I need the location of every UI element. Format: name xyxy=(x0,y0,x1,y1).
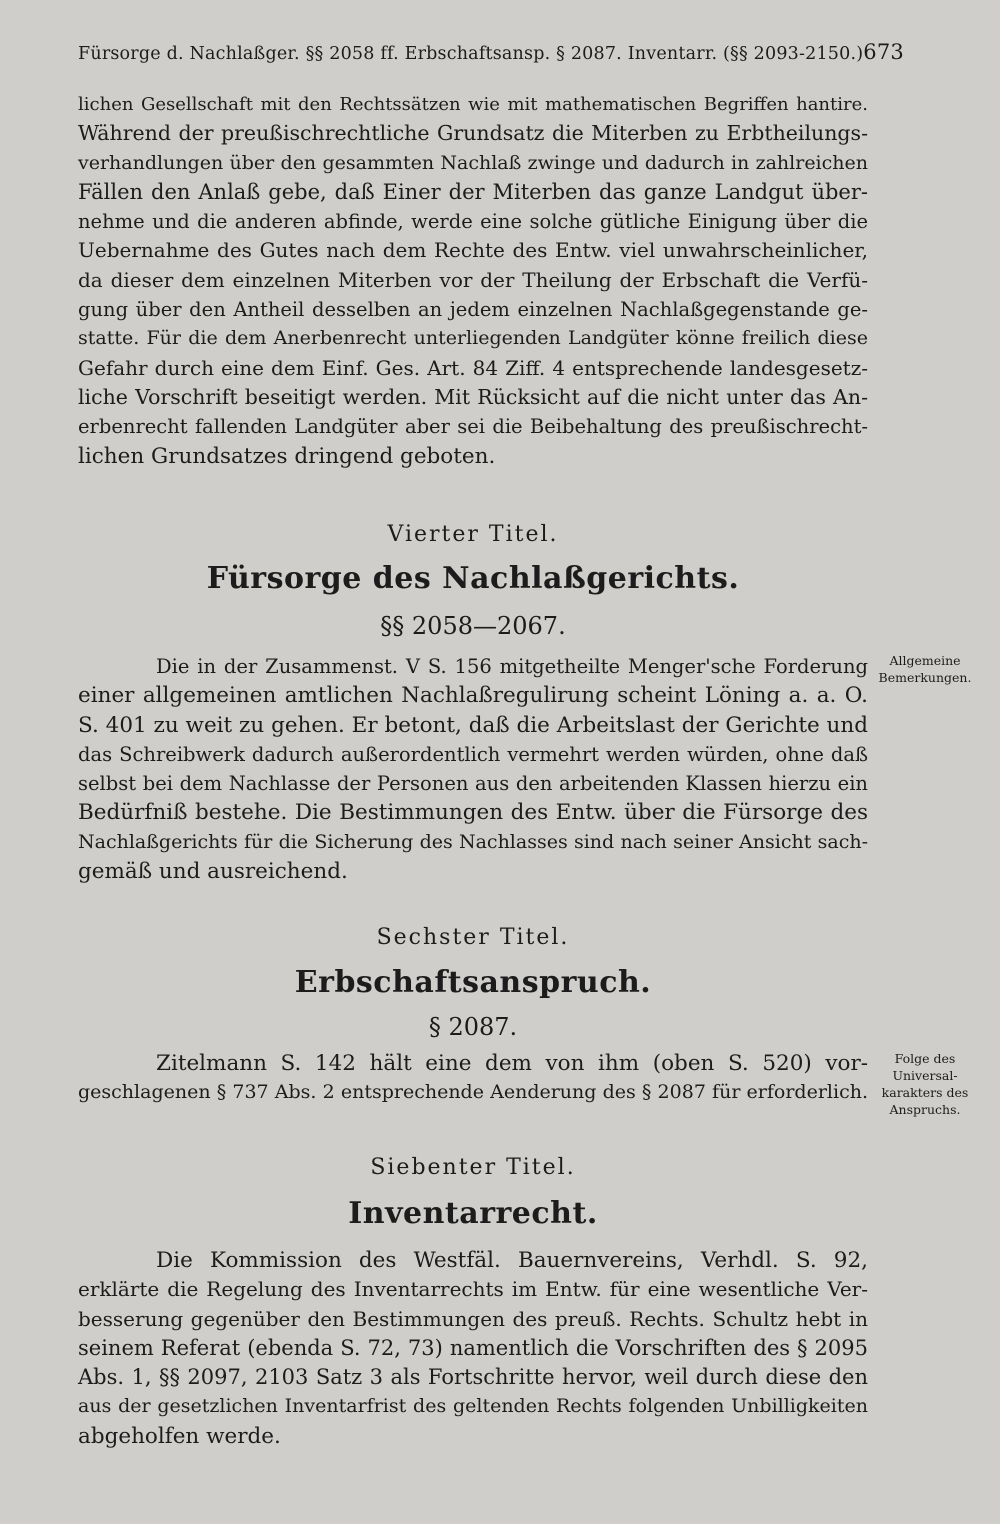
text-line: lichen Gesellschaft mit den Rechtssätzen wie mit mathematischen Begriffen hantire. xyxy=(78,94,868,115)
title-6-heading: Erbschaftsanspruch. xyxy=(294,965,652,1000)
running-head xyxy=(78,40,904,64)
text-line: besserung gegenüber den Bestimmungen des preuß. Rechts. Schultz hebt in xyxy=(78,1306,868,1331)
margin-note-line: Bemerkungen. xyxy=(878,670,972,685)
title-7-kicker: Siebenter Titel. xyxy=(370,1155,576,1180)
text-line: Fällen den Anlaß gebe, daß Einer der Miterben das ganze Landgut über- xyxy=(78,179,868,204)
running-title: Fürsorge d. Nachlaßger. §§ 2058 ff. Erbschaftsansp. § 2087. Inventarr. (§§ 2093-2150.) xyxy=(78,44,864,64)
text-line: Nachlaßgerichts für die Sicherung des Nachlasses sind nach seiner Ansicht sach- xyxy=(78,830,868,853)
text-line: liche Vorschrift beseitigt werden. Mit Rücksicht auf die nicht unter das An- xyxy=(78,384,868,409)
text-line: das Schreibwerk dadurch außerordentlich vermehrt werden würden, ohne daß xyxy=(78,742,868,766)
text-line: Während der preußischrechtliche Grundsatz die Miterben zu Erbtheilungs- xyxy=(78,121,868,146)
text-line: nehme und die anderen abfinde, werde eine solche gütliche Einigung über die xyxy=(78,210,868,234)
text-line: Die Kommission des Westfäl. Bauernvereins, Verhdl. S. 92, xyxy=(156,1248,868,1273)
title-4-section: §§ 2058—2067. xyxy=(380,612,566,640)
margin-note-line: Allgemeine xyxy=(889,653,961,668)
text-line: Abs. 1, §§ 2097, 2103 Satz 3 als Fortschritte hervor, weil durch diese den xyxy=(78,1365,868,1390)
text-line: einer allgemeinen amtlichen Nachlaßregulirung scheint Löning a. a. O. xyxy=(78,683,868,709)
text-line: lichen Grundsatzes dringend geboten. xyxy=(78,443,496,469)
page-number: 673 xyxy=(863,40,904,64)
text-line: Gefahr durch eine dem Einf. Ges. Art. 84 Ziff. 4 entsprechende landesgesetz- xyxy=(78,355,868,380)
title-7-heading: Inventarrecht. xyxy=(348,1196,598,1231)
text-line: Uebernahme des Gutes nach dem Rechte des Entw. viel unwahrscheinlicher, xyxy=(78,238,868,263)
text-line: S. 401 zu weit zu gehen. Er betont, daß die Arbeitslast der Gerichte und xyxy=(78,712,868,738)
text-line: statte. Für die dem Anerbenrecht unterliegenden Landgüter könne freilich diese xyxy=(78,327,868,350)
title-6-section: § 2087. xyxy=(428,1013,518,1041)
text-line: erbenrecht fallenden Landgüter aber sei die Beibehaltung des preußischrecht- xyxy=(78,415,868,439)
margin-note-allgemeine xyxy=(872,652,978,686)
text-line: geschlagenen § 737 Abs. 2 entsprechende Aenderung des § 2087 für erforderlich. xyxy=(78,1081,868,1104)
margin-note-universal xyxy=(872,1050,978,1118)
text-line: gung über den Antheil desselben an jedem einzelnen Nachlaßgegenstande ge- xyxy=(78,298,868,322)
intro-paragraph xyxy=(78,90,868,471)
text-line: erklärte die Regelung des Inventarrechts im Entw. für eine wesentliche Ver- xyxy=(78,1277,868,1302)
text-line: gemäß und ausreichend. xyxy=(78,859,348,885)
text-line: abgeholfen werde. xyxy=(78,1423,281,1449)
text-line: seinem Referat (ebenda S. 72, 73) namentlich die Vorschriften des § 2095 xyxy=(78,1335,868,1360)
text-line: Zitelmann S. 142 hält eine dem von ihm (oben S. 520) vor- xyxy=(156,1051,868,1076)
title-7-paragraph xyxy=(78,1246,868,1451)
margin-note-line: Anspruchs. xyxy=(889,1102,961,1117)
text-line: aus der gesetzlichen Inventarfrist des geltenden Rechts folgenden Unbilligkeiten xyxy=(78,1395,868,1418)
text-line: selbst bei dem Nachlasse der Personen aus den arbeitenden Klassen hierzu ein xyxy=(78,772,868,796)
title-4-paragraph xyxy=(78,652,868,886)
text-line: da dieser dem einzelnen Miterben vor der Theilung der Erbschaft die Verfü- xyxy=(78,267,868,292)
title-6-paragraph xyxy=(78,1049,868,1108)
title-6-kicker: Sechster Titel. xyxy=(376,925,570,950)
text-line: Bedürfniß bestehe. Die Bestimmungen des Entw. über die Fürsorge des xyxy=(78,800,868,826)
text-line: verhandlungen über den gesammten Nachlaß zwinge und dadurch in zahlreichen xyxy=(78,151,868,174)
margin-note-line: karakters des xyxy=(881,1085,969,1100)
title-4-heading: Fürsorge des Nachlaßgerichts. xyxy=(206,561,740,596)
margin-note-line: Universal- xyxy=(892,1068,958,1083)
margin-note-line: Folge des xyxy=(894,1051,956,1066)
title-4-kicker: Vierter Titel. xyxy=(387,522,559,547)
text-line: Die in der Zusammenst. V S. 156 mitgetheilte Menger'sche Forderung xyxy=(156,655,868,678)
